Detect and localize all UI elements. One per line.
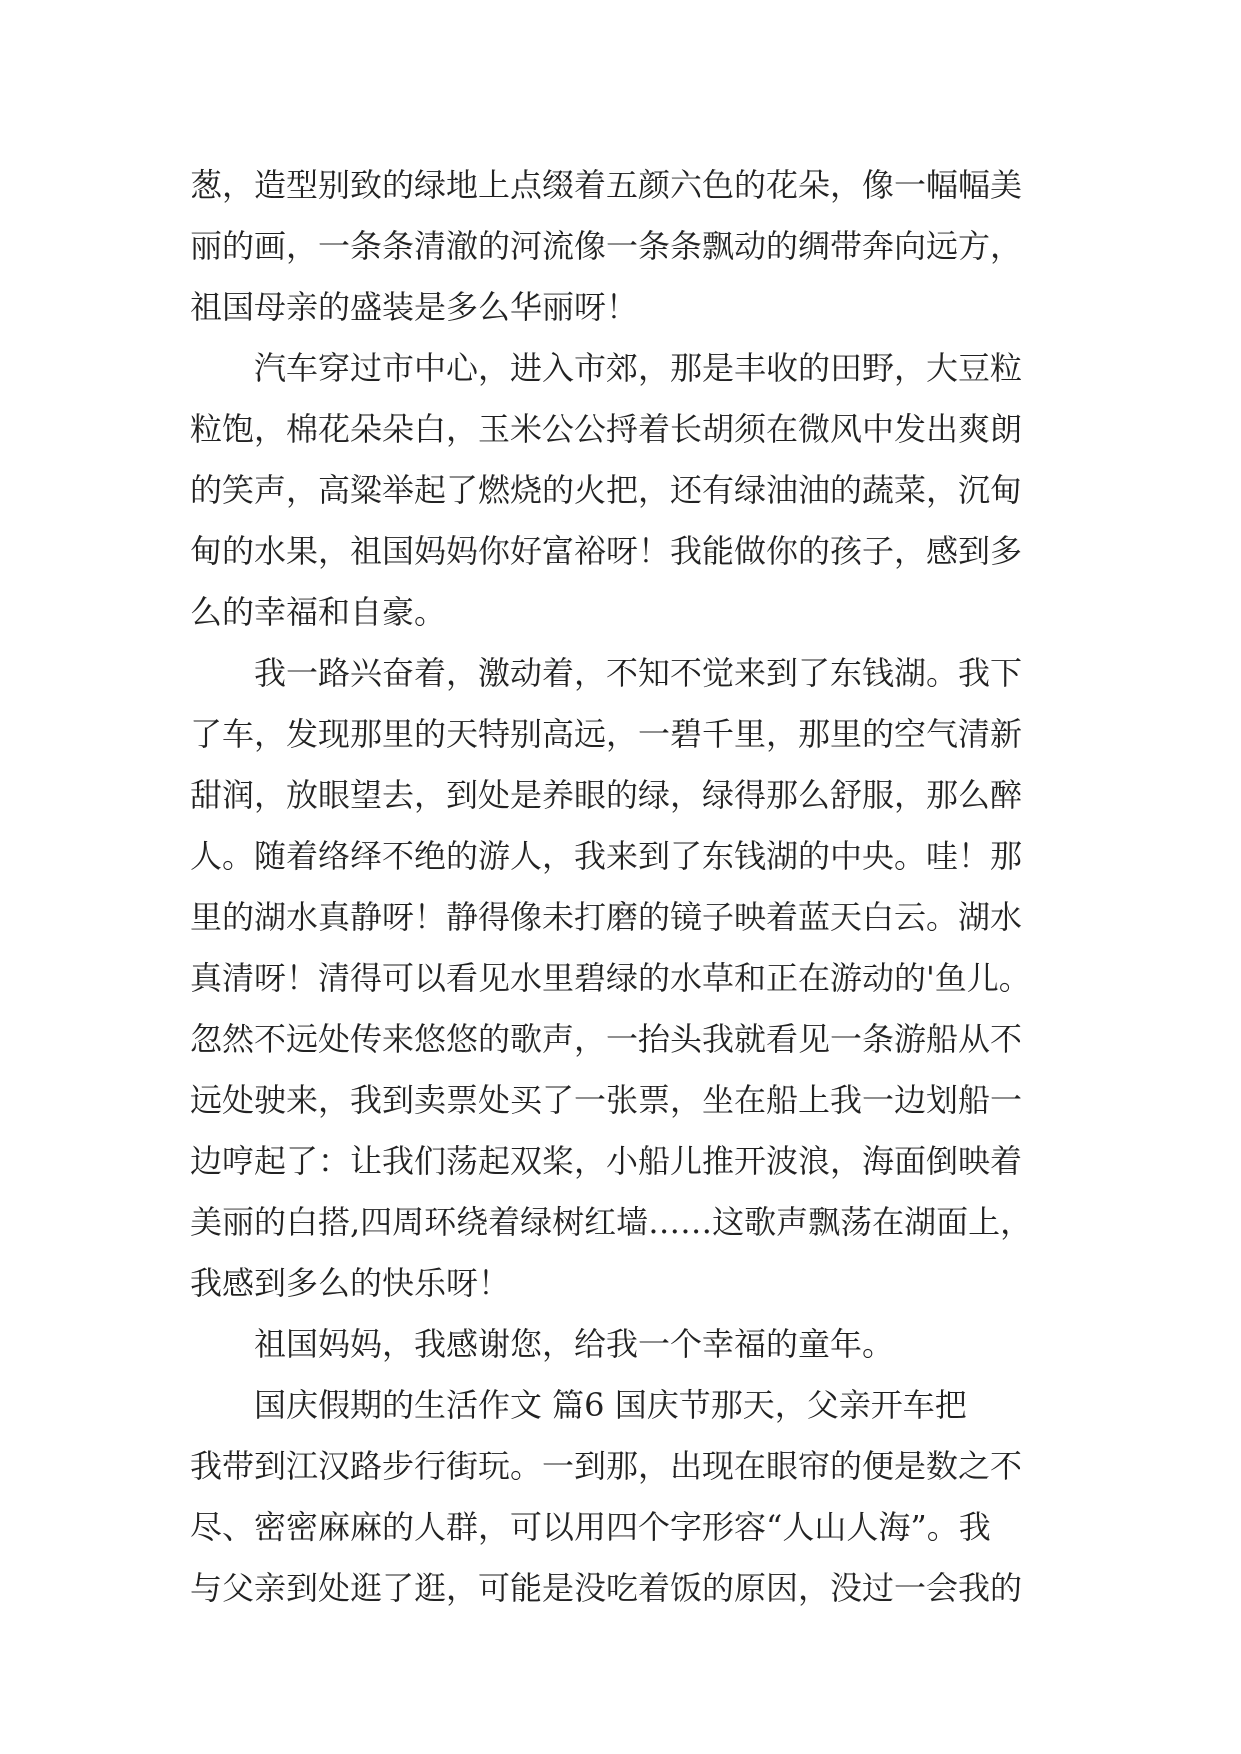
text-line: 美丽的白搭,四周环绕着绿树红墙……这歌声飘荡在湖面上， xyxy=(190,1203,1033,1241)
text-line: 与父亲到处逛了逛，可能是没吃着饭的原因，没过一会我的 xyxy=(190,1569,1023,1607)
text-line: 么的幸福和自豪。 xyxy=(190,593,447,631)
text-line: 我带到江汉路步行街玩。一到那，出现在眼帘的便是数之不 xyxy=(190,1447,1023,1485)
text-line: 真清呀！清得可以看见水里碧绿的水草和正在游动的'鱼儿。 xyxy=(190,959,1031,997)
text-line: 粒饱，棉花朵朵白，玉米公公捋着长胡须在微风中发出爽朗 xyxy=(190,410,1023,448)
text-line: 我感到多么的快乐呀！ xyxy=(190,1264,511,1302)
text-line: 祖国母亲的盛装是多么华丽呀！ xyxy=(190,288,639,326)
paragraph-first-line: 我一路兴奋着，激动着，不知不觉来到了东钱湖。我下 xyxy=(254,654,1023,692)
text-line: 边哼起了：让我们荡起双桨，小船儿推开波浪，海面倒映着 xyxy=(190,1142,1023,1180)
paragraph-first-line: 祖国妈妈，我感谢您，给我一个幸福的童年。 xyxy=(254,1325,895,1363)
text-line: 人。随着络绎不绝的游人，我来到了东钱湖的中央。哇！那 xyxy=(190,837,1023,875)
text-line: 了车，发现那里的天特别高远，一碧千里，那里的空气清新 xyxy=(190,715,1023,753)
text-line: 丽的画，一条条清澈的河流像一条条飘动的绸带奔向远方， xyxy=(190,227,1023,265)
text-line: 甸的水果，祖国妈妈你好富裕呀！我能做你的孩子，感到多 xyxy=(190,532,1023,570)
text-line: 的笑声，高粱举起了燃烧的火把，还有绿油油的蔬菜，沉甸 xyxy=(190,471,1023,509)
text-line: 葱，造型别致的绿地上点缀着五颜六色的花朵，像一幅幅美 xyxy=(190,166,1023,204)
text-line: 远处驶来，我到卖票处买了一张票，坐在船上我一边划船一 xyxy=(190,1081,1023,1119)
text-line: 忽然不远处传来悠悠的歌声，一抬头我就看见一条游船从不 xyxy=(190,1020,1023,1058)
text-line: 甜润，放眼望去，到处是养眼的绿，绿得那么舒服，那么醉 xyxy=(190,776,1023,814)
text-line: 里的湖水真静呀！静得像未打磨的镜子映着蓝天白云。湖水 xyxy=(190,898,1023,936)
section-heading-line: 国庆假期的生活作文 篇6 国庆节那天，父亲开车把 xyxy=(254,1386,967,1424)
article-body xyxy=(190,155,1070,1619)
paragraph-first-line: 汽车穿过市中心，进入市郊，那是丰收的田野，大豆粒 xyxy=(254,349,1023,387)
text-line: 尽、密密麻麻的人群，可以用四个字形容“人山人海”。我 xyxy=(190,1508,991,1546)
